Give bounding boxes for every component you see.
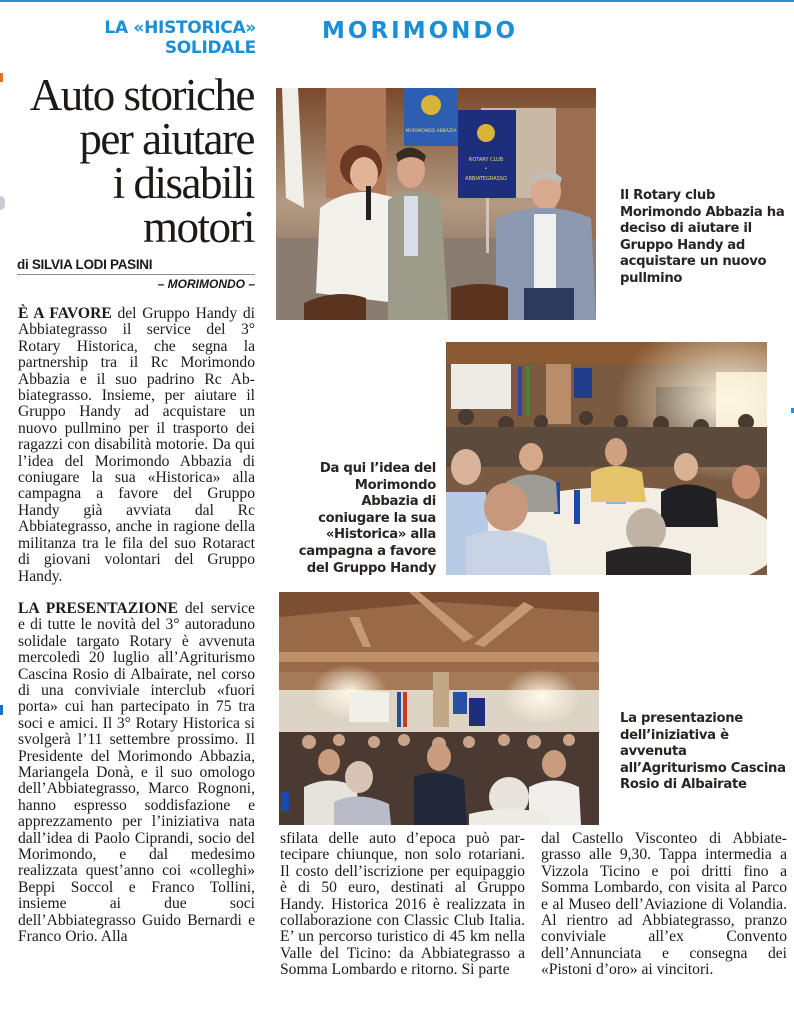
paragraph-1-lead: È A FAVORE <box>18 305 112 322</box>
column-3-text: dal Castello Visconteo di Abbiategrasso alle 9,30. Tappa intermedia a Vizzola Ticino e poi dritti fino a Somma Lombardo, con visita al Parco e al Museo dell’Aviazione di Volandia. Al rientro ad Abbiategrasso, pranzo conviviale all’ex Convento dell’Annunciata e consegna dei «Pistoni d’oro» ai vincitori. <box>541 830 787 979</box>
headline-line-1: Auto storiche <box>29 70 254 120</box>
article-column-1 <box>18 306 255 945</box>
paragraph-2-text: del service e di tutte le novità del 3° autoraduno solidale targato Rotary è avvenuta mercoledì 20 luglio all’Agriturismo Cascina Rosio di Albairate, nel corso di una conviviale interclub «fuori porta» cui han partecipato in 75 tra soci e amici. Il 3° Rotary Historica si svolgerà l’11 settembre prossimo. Il Presidente del Morimondo Abbazia, Mariangela Donà, e il suo omologo dell’Abbiategrasso, Marco Rognoni, hanno espresso soddisfazione e apprezzamento per l’iniziativa nata dall’idea di Paolo Ciprandi, socio del Morimondo, e dal medesimo realizzata quest’anno coi «colleghi» Beppi Soccol e Franco Tollini, insieme ai due soci dell’Abbiategrasso Guido Bernardi e Franco Orio. Alla <box>18 599 255 946</box>
photo-dinner-table <box>446 342 767 575</box>
caption-photo-speakers: Il Rotary club Morimondo Abbazia ha deciso di aiutare il Gruppo Handy ad acquistare un nuovo pullmino <box>620 188 785 286</box>
section-title: MORIMONDO <box>322 18 519 44</box>
paragraph-2-lead: LA PRESENTAZIONE <box>18 599 178 617</box>
kicker-line-2: SOLIDALE <box>164 38 256 58</box>
banner-rotary-abbiategrasso <box>458 110 516 198</box>
caption-photo-banquet-hall: La presentazione dell’iniziativa è avvenuta all’Agriturismo Cascina Rosio di Albairate <box>620 711 786 793</box>
margin-mark-orange <box>0 73 3 82</box>
article-column-3 <box>541 831 787 979</box>
photo-banquet-hall <box>279 592 599 825</box>
photo-speakers <box>276 88 596 320</box>
svg-text:ROTARY CLUB: ROTARY CLUB <box>468 157 504 163</box>
kicker <box>40 18 256 58</box>
svg-text:ABBIATEGRASSO: ABBIATEGRASSO <box>465 176 507 182</box>
headline-line-4: motori <box>143 202 254 252</box>
caption-photo-dinner-table: Da qui l’idea del Morimondo Abbazia di coniugare la sua «Historica» alla campagna a favore del Gruppo Handy <box>298 461 436 576</box>
paragraph-1 <box>18 306 255 585</box>
top-rule <box>0 0 794 2</box>
photo-banquet-hall-image <box>279 592 599 825</box>
dateline: – MORIMONDO – <box>157 277 255 291</box>
kicker-line-1: LA «HISTORICA» <box>104 18 256 38</box>
margin-mark-blue <box>0 705 3 715</box>
article-column-2 <box>280 831 525 979</box>
headline <box>14 70 254 252</box>
photo-dinner-table-image <box>446 342 767 575</box>
column-2-text: sfilata delle auto d’epoca può partecipare chiunque, non solo rotariani. Il costo dell’iscrizione per equipaggio è di 50 euro, destinati al Gruppo Handy. Historica 2016 è realizzata in collaborazione con Classic Club Italia. E’ un percorso turistico di 45 km nella Valle del Ticino: da Abbiategrasso a Somma Lombardo e ritorno. Si parte <box>280 830 525 979</box>
photo-speakers-image <box>276 88 596 320</box>
paragraph-1-text: del Gruppo Handy di Abbiategrasso il service del 3° Rotary Historica, che segna la partnership tra il Rc Morimondo Abbazia e il suo padrino Rc Abbiategrasso. Insieme, per aiutare il Gruppo Handy ad acquistare un nuovo pullmino per il trasporto dei ragazzi con disabilità motorie. Da qui l’idea del Morimondo Abbazia di coniugare la sua «Historica» alla campagna a favore del Gruppo Handy già avviata dal Rc Abbiategrasso, anche in ragione della militanza tra le fila del suo Rotaract di giovani volontari del Gruppo Handy. <box>18 305 255 585</box>
byline: di SILVIA LODI PASINI <box>17 257 255 275</box>
paragraph-2 <box>18 601 255 946</box>
svg-text:MORIMONDO ABBAZIA: MORIMONDO ABBAZIA <box>405 129 457 134</box>
margin-mark-grey <box>0 196 5 210</box>
svg-text:•: • <box>484 166 488 172</box>
headline-line-2: per aiutare <box>79 114 254 164</box>
headline-line-3: i disabili <box>112 158 254 208</box>
